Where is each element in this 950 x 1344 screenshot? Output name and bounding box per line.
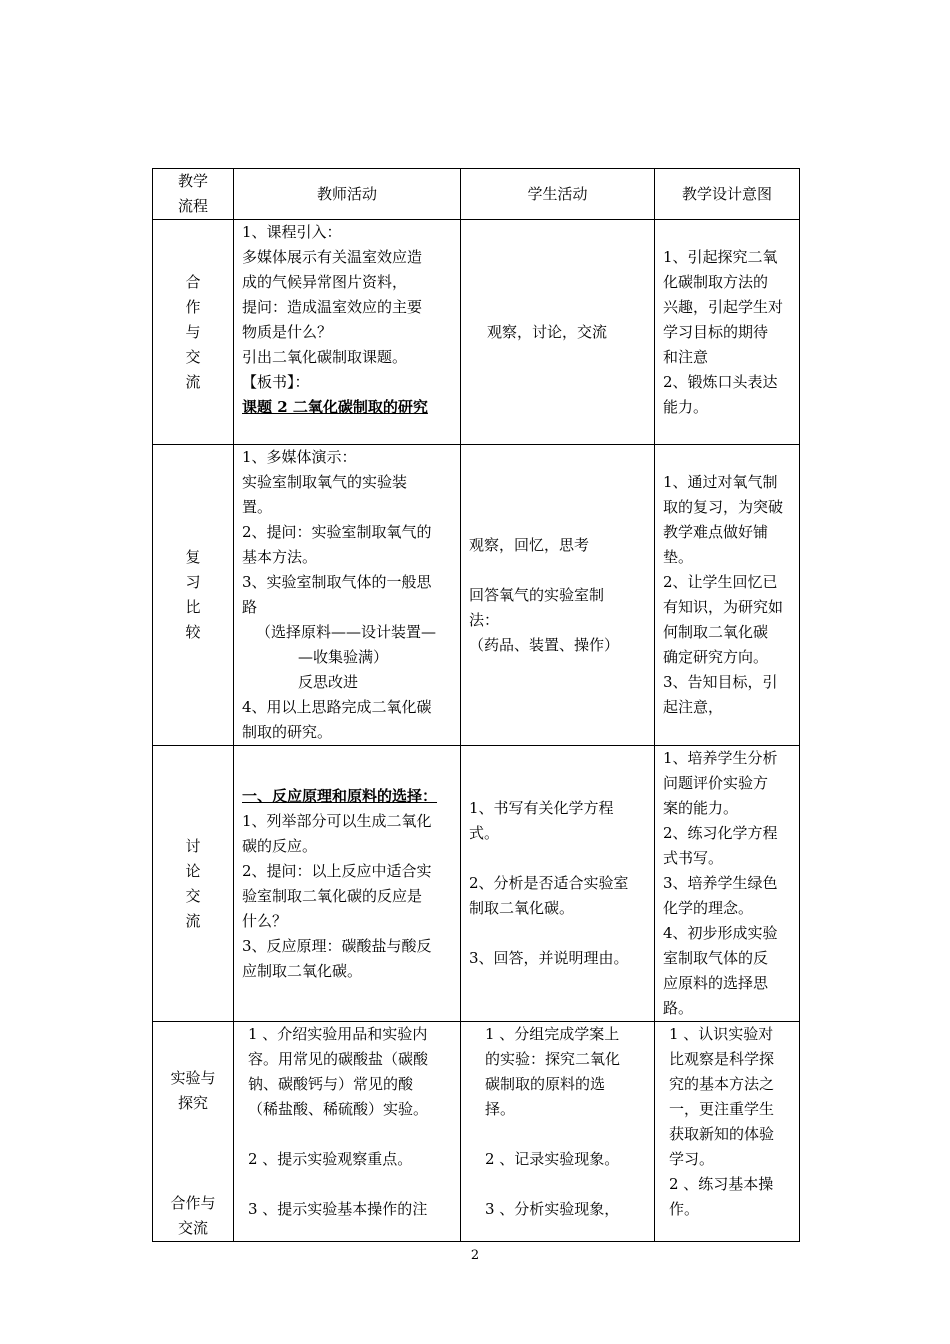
flow-char: 作	[185, 297, 201, 316]
spacer	[248, 1122, 452, 1147]
board-title: 课题 2 二氧化碳制取的研究	[242, 398, 428, 416]
spacer	[485, 1172, 646, 1197]
teacher-line: 容。用常见的碳酸盐（碳酸	[248, 1050, 429, 1068]
teacher-line: 3 、提示实验基本操作的注	[248, 1200, 428, 1218]
flow-label: 实验与	[170, 1069, 216, 1087]
intent-line: 比观察是科学探	[669, 1050, 775, 1068]
teacher-cell	[234, 1022, 461, 1242]
teacher-line: —收集验满）	[298, 648, 389, 666]
page-number: 2	[470, 1248, 480, 1263]
flow-char: 流	[185, 372, 201, 391]
intent-line: 取的复习，为突破	[663, 498, 784, 516]
intent-line: 学习目标的期待	[663, 322, 769, 341]
teacher-line: 3、反应原理：碳酸盐与酸反	[242, 936, 432, 955]
intent-line: 兴趣，引起学生对	[663, 297, 784, 316]
spacer	[469, 921, 646, 946]
intent-line: 化学的理念。	[663, 899, 754, 917]
intent-line: 应原料的选择思	[663, 974, 769, 992]
header-row	[153, 169, 800, 220]
table-row	[153, 1022, 800, 1242]
teacher-line: 1、列举部分可以生成二氧化	[242, 811, 432, 830]
teacher-line: 成的气候异常图片资料，	[242, 273, 408, 291]
student-cell	[461, 445, 655, 746]
flow-cell	[153, 445, 234, 746]
flow-char: 与	[185, 322, 201, 341]
student-cell	[461, 1022, 655, 1242]
intent-line: 教学难点做好铺	[663, 523, 769, 541]
teacher-line: 基本方法。	[242, 548, 318, 566]
teacher-line: 实验室制取氧气的实验装	[242, 473, 408, 491]
student-line: 2 、记录实验现象。	[485, 1150, 620, 1168]
teacher-cell	[234, 445, 461, 746]
spacer	[469, 558, 646, 583]
teacher-line: 3、实验室制取气体的一般思	[242, 573, 432, 591]
teacher-line: 2 、提示实验观察重点。	[248, 1150, 413, 1168]
teacher-line: （选择原料——设计装置—	[256, 623, 437, 641]
flow-char: 流	[185, 911, 201, 930]
teacher-line: 【板书】：	[242, 373, 310, 391]
intent-line: 3、告知目标，引	[663, 673, 778, 691]
intent-cell	[655, 445, 800, 746]
flow-cell	[153, 220, 234, 445]
teacher-line: 2、提问：实验室制取氧气的	[242, 523, 432, 541]
teacher-cell	[234, 746, 461, 1022]
flow-label: 探究	[177, 1094, 208, 1112]
intent-line: 垫。	[663, 548, 694, 566]
flow-char: 论	[185, 861, 201, 880]
student-line: 式。	[469, 824, 500, 842]
teacher-line: 什么？	[242, 911, 288, 930]
flow-cell	[153, 1022, 234, 1242]
header-intent: 教学设计意图	[655, 169, 800, 220]
student-line: 择。	[485, 1100, 516, 1118]
student-line: 观察，回忆，思考	[469, 535, 590, 554]
header-flow	[153, 169, 234, 220]
flow-cell	[153, 746, 234, 1022]
teacher-line: 4、用以上思路完成二氧化碳	[242, 698, 432, 716]
intent-line: 确定研究方向。	[663, 648, 769, 666]
teacher-line: 1 、介绍实验用品和实验内	[248, 1025, 428, 1043]
flow-char: 合	[185, 272, 201, 291]
teacher-line: 碳的反应。	[242, 836, 318, 855]
intent-line: 能力。	[663, 397, 709, 416]
header-flow-line: 教学	[177, 172, 208, 190]
student-line: 1、书写有关化学方程	[469, 799, 614, 817]
intent-line: 室制取气体的反	[663, 949, 769, 967]
flow-label: 合作与	[170, 1194, 216, 1212]
spacer	[161, 1116, 225, 1191]
student-cell	[461, 746, 655, 1022]
table-row	[153, 746, 800, 1022]
student-line: 法：	[469, 610, 500, 629]
table-row	[153, 220, 800, 445]
intent-cell	[655, 746, 800, 1022]
teacher-line: 1、多媒体演示：	[242, 448, 357, 466]
teacher-line: 物质是什么？	[242, 323, 333, 341]
spacer	[469, 846, 646, 871]
teacher-line: 提问：造成温室效应的主要	[242, 298, 423, 316]
flow-char: 交	[185, 347, 201, 366]
intent-line: 起注意，	[663, 698, 724, 716]
teacher-line: 1、课程引入：	[242, 223, 342, 241]
teacher-line: 引出二氧化碳制取课题。	[242, 348, 408, 366]
student-line: 1 、分组完成学案上	[485, 1025, 620, 1043]
header-teacher: 教师活动	[234, 169, 461, 220]
header-flow-line: 流程	[177, 197, 208, 215]
intent-line: 和注意	[663, 347, 709, 366]
spacer	[485, 1122, 646, 1147]
flow-char: 交	[185, 886, 201, 905]
intent-line: 有知识，为研究如	[663, 598, 784, 616]
section-heading: 一、反应原理和原料的选择：	[242, 786, 438, 805]
intent-cell	[655, 1022, 800, 1242]
intent-line: 问题评价实验方	[663, 774, 769, 792]
teacher-line: 验室制取二氧化碳的反应是	[242, 886, 423, 905]
teacher-cell	[234, 220, 461, 445]
intent-line: 1、引起探究二氧	[663, 247, 778, 266]
intent-line: 2 、练习基本操	[669, 1175, 774, 1193]
intent-line: 4、初步形成实验	[663, 924, 778, 942]
intent-line: 作。	[669, 1200, 700, 1218]
flow-char: 习	[185, 573, 201, 591]
teacher-line: 路	[242, 598, 258, 616]
student-line: 回答氧气的实验室制	[469, 585, 605, 604]
intent-line: 路。	[663, 999, 694, 1017]
student-line: 的实验：探究二氧化	[485, 1050, 621, 1068]
intent-cell	[655, 220, 800, 445]
student-line: 2、分析是否适合实验室	[469, 874, 629, 892]
intent-line: 1、培养学生分析	[663, 749, 778, 767]
teacher-line: （稀盐酸、稀硫酸）实验。	[248, 1100, 429, 1118]
flow-char: 比	[185, 598, 201, 616]
student-cell	[461, 220, 655, 445]
intent-line: 化碳制取方法的	[663, 272, 769, 291]
intent-line: 何制取二氧化碳	[663, 623, 769, 641]
flow-char: 复	[185, 548, 201, 566]
spacer	[248, 1172, 452, 1197]
student-line: 观察，讨论，交流	[487, 322, 608, 341]
teacher-line: 多媒体展示有关温室效应造	[242, 248, 423, 266]
student-line: （药品、装置、操作）	[469, 635, 620, 654]
intent-line: 学习。	[669, 1150, 715, 1168]
intent-line: 获取新知的体验	[669, 1125, 775, 1143]
intent-line: 2、练习化学方程	[663, 824, 778, 842]
teacher-line: 应制取二氧化碳。	[242, 961, 363, 980]
student-line: 3 、分析实验现象，	[485, 1200, 620, 1218]
flow-label: 交流	[177, 1219, 208, 1237]
intent-line: 一，更注重学生	[669, 1100, 775, 1118]
student-line: 制取二氧化碳。	[469, 899, 575, 917]
intent-line: 1、通过对氧气制	[663, 473, 778, 491]
intent-line: 3、培养学生绿色	[663, 874, 778, 892]
teacher-line: 2、提问：以上反应中适合实	[242, 861, 432, 880]
intent-line: 2、锻炼口头表达	[663, 372, 778, 391]
intent-line: 案的能力。	[663, 799, 739, 817]
teacher-line: 钠、碳酸钙与）常见的酸	[248, 1075, 414, 1093]
student-line: 碳制取的原料的选	[485, 1075, 606, 1093]
teacher-line: 置。	[242, 498, 273, 516]
intent-line: 究的基本方法之	[669, 1075, 775, 1093]
intent-line: 2、让学生回忆已	[663, 573, 778, 591]
student-line: 3、回答，并说明理由。	[469, 949, 629, 967]
header-student: 学生活动	[461, 169, 655, 220]
teacher-line: 制取的研究。	[242, 723, 333, 741]
flow-char: 讨	[185, 836, 201, 855]
table-row	[153, 445, 800, 746]
flow-char: 较	[185, 623, 201, 641]
intent-line: 1 、认识实验对	[669, 1025, 774, 1043]
lesson-plan-table	[152, 168, 800, 1242]
teacher-line: 反思改进	[298, 673, 359, 691]
intent-line: 式书写。	[663, 849, 724, 867]
